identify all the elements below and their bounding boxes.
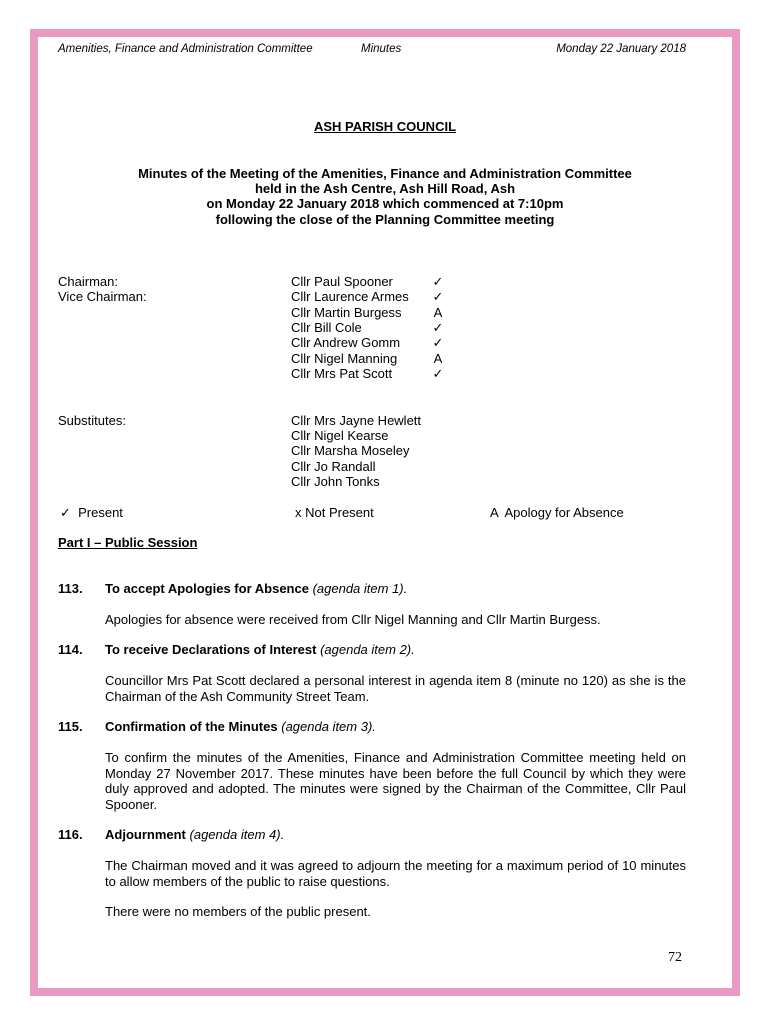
item-paragraph: To confirm the minutes of the Amenities, Finance and Administration Committee meeting held on Monday 27 November 2017. These minutes have been before the full Council by which they were duly approved and adopted. The minutes were signed by the Chairman of the Committee, Cllr Paul Spooner. <box>105 750 686 812</box>
page-number: 72 <box>668 950 682 965</box>
member-name: Cllr Bill Cole <box>291 320 362 335</box>
member-name: Cllr Andrew Gomm <box>291 335 401 350</box>
legend-not-present: x Not Present <box>295 505 374 520</box>
attendance-mark: A <box>433 351 443 366</box>
substitute-name: Cllr Jo Randall <box>291 459 376 474</box>
item-paragraph: There were no members of the public present. <box>105 904 371 919</box>
item-heading <box>105 581 407 596</box>
legend-present: ✓ Present <box>60 505 123 520</box>
item-number: 114. <box>58 642 83 657</box>
item-title: To accept Apologies for Absence <box>105 581 309 596</box>
item-number: 116. <box>58 827 83 842</box>
attendance-mark: ✓ <box>432 289 444 304</box>
member-name: Cllr Laurence Armes <box>291 289 409 304</box>
header-committee: Amenities, Finance and Administration Committee <box>58 43 313 55</box>
item-number: 113. <box>58 581 83 596</box>
attendance-mark: A <box>433 305 443 320</box>
member-name: Cllr Martin Burgess <box>291 305 402 320</box>
item-agenda-ref: (agenda item 3). <box>281 719 376 734</box>
header-doc-type: Minutes <box>361 43 402 55</box>
item-title: To receive Declarations of Interest <box>105 642 317 657</box>
role-substitutes: Substitutes: <box>58 413 126 428</box>
role-vice-chairman: Vice Chairman: <box>58 289 147 304</box>
item-paragraph: Councillor Mrs Pat Scott declared a personal interest in agenda item 8 (minute no 120) as she is the Chairman of the Ash Community Street Team. <box>105 673 686 704</box>
item-number: 115. <box>58 719 83 734</box>
attendance-mark: ✓ <box>432 366 444 381</box>
item-heading <box>105 719 376 734</box>
role-chairman: Chairman: <box>58 274 118 289</box>
legend-apology: A Apology for Absence <box>490 505 624 520</box>
member-name: Cllr Nigel Manning <box>291 351 398 366</box>
attendance-mark: ✓ <box>432 274 444 289</box>
subtitle-line-3: on Monday 22 January 2018 which commenced at 7:10pm <box>206 196 564 211</box>
substitute-name: Cllr Nigel Kearse <box>291 428 389 443</box>
item-title: Adjournment <box>105 827 186 842</box>
item-agenda-ref: (agenda item 4). <box>189 827 285 842</box>
item-title: Confirmation of the Minutes <box>105 719 278 734</box>
council-title: ASH PARISH COUNCIL <box>313 119 457 134</box>
part-heading: Part I – Public Session <box>58 535 198 550</box>
subtitle-line-4: following the close of the Planning Committee meeting <box>215 212 555 227</box>
header-date: Monday 22 January 2018 <box>556 43 686 55</box>
member-name: Cllr Paul Spooner <box>291 274 393 289</box>
item-paragraph: Apologies for absence were received from Cllr Nigel Manning and Cllr Martin Burgess. <box>105 612 601 627</box>
substitute-name: Cllr Mrs Jayne Hewlett <box>291 413 422 428</box>
item-heading <box>105 827 284 842</box>
substitute-name: Cllr John Tonks <box>291 474 380 489</box>
item-agenda-ref: (agenda item 2). <box>320 642 415 657</box>
attendance-mark: ✓ <box>432 335 444 350</box>
subtitle-line-2: held in the Ash Centre, Ash Hill Road, Ash <box>254 181 516 196</box>
item-heading <box>105 642 415 657</box>
member-name: Cllr Mrs Pat Scott <box>291 366 393 381</box>
item-paragraph: The Chairman moved and it was agreed to adjourn the meeting for a maximum period of 10 minutes to allow members of the public to raise questions. <box>105 858 686 889</box>
item-agenda-ref: (agenda item 1). <box>312 581 408 596</box>
attendance-mark: ✓ <box>432 320 444 335</box>
subtitle-line-1: Minutes of the Meeting of the Amenities, Finance and Administration Committee <box>138 166 632 181</box>
substitute-name: Cllr Marsha Moseley <box>291 443 410 458</box>
